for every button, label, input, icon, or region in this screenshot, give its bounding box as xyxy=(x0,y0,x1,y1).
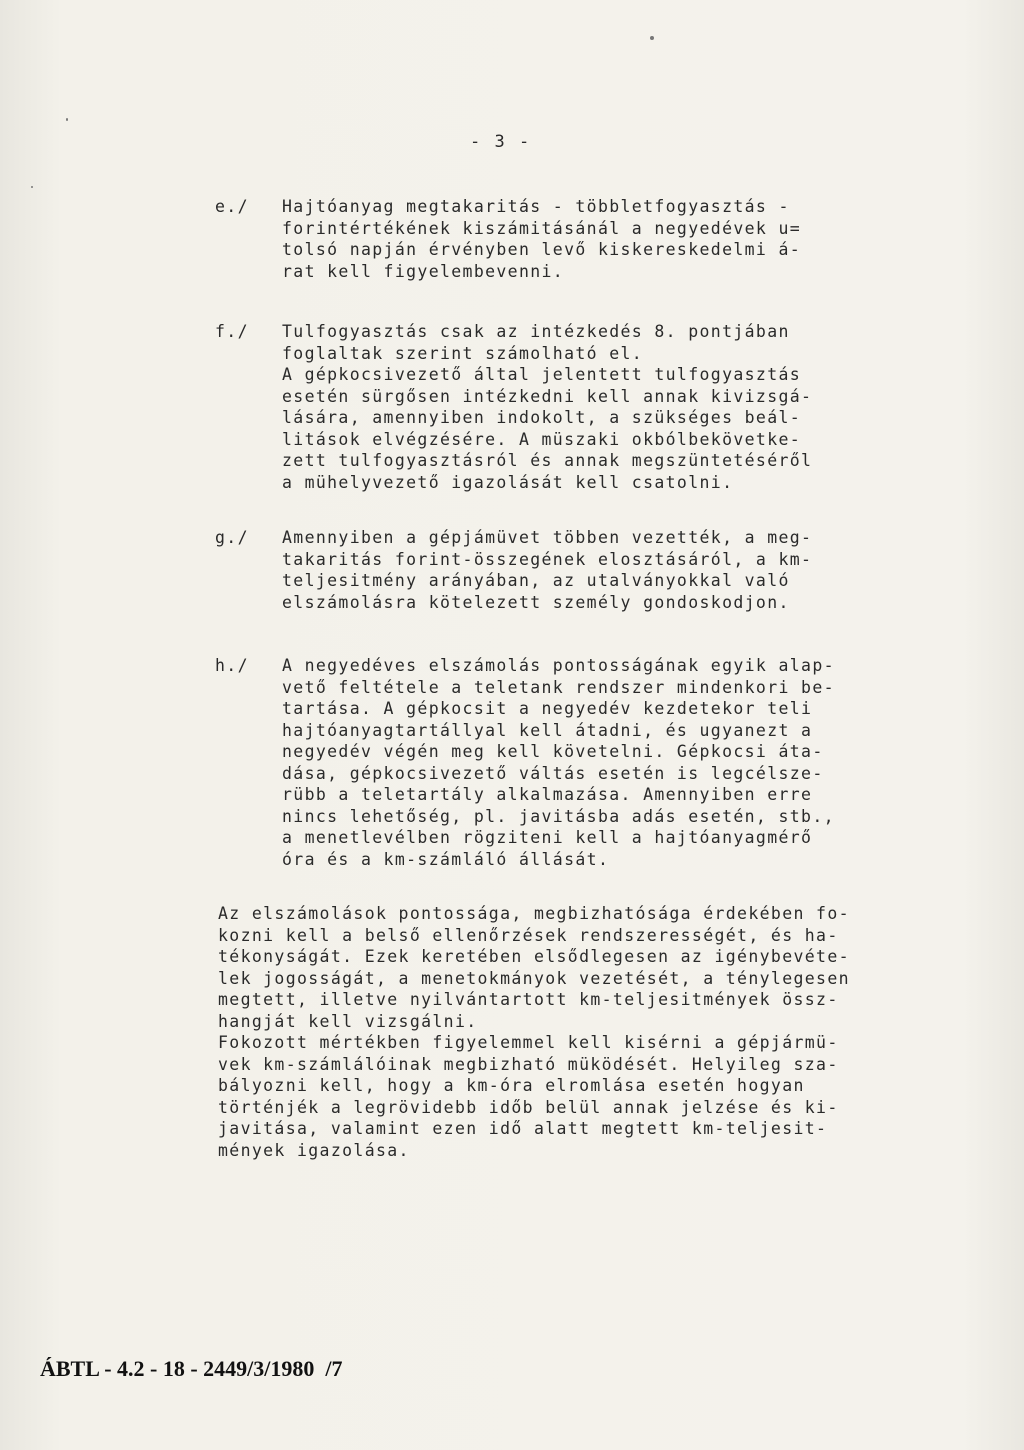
speck xyxy=(650,36,654,40)
text-line: a menetlevélben rögziteni kell a hajtóanyagmérő xyxy=(282,828,813,847)
text-line: vek km-számlálóinak megbizható müködését. Helyileg sza- xyxy=(218,1054,839,1074)
text-line: nincs lehetőség, pl. javitásba adás esetén, stb., xyxy=(282,806,835,826)
text-line: litások elvégzésére. A müszaki okbólbekövetke- xyxy=(282,429,802,449)
text-line: Amennyiben a gépjámüvet többen vezették, a meg- xyxy=(282,528,813,547)
text-line: tolsó napján érvényben levő kiskereskedelmi á- xyxy=(282,240,802,259)
text-line: zett tulfogyasztásról és annak megszüntetéséről xyxy=(282,451,813,470)
text-line: dása, gépkocsivezető váltás esetén is legcélsze- xyxy=(282,763,824,783)
item-marker: h./ xyxy=(215,656,249,675)
text-line: a mühelyvezető igazolását kell csatolni. xyxy=(282,472,734,492)
text-line: vető feltétele a teletank rendszer mindenkori be- xyxy=(282,677,835,697)
text-line: foglaltak szerint számolható el. xyxy=(282,343,644,363)
closing-paragraph xyxy=(218,903,938,1161)
text-line: mények igazolása. xyxy=(218,1140,410,1160)
text-line: kozni kell a belső ellenőrzések rendszerességét, és ha- xyxy=(218,925,839,945)
text-line: rat kell figyelembevenni. xyxy=(282,261,565,281)
text-line: A gépkocsivezető által jelentett tulfogyasztás xyxy=(282,365,802,384)
item-marker: f./ xyxy=(215,322,249,341)
text-line: negyedév végén meg kell követelni. Gépkocsi áta- xyxy=(282,742,824,761)
item-marker: g./ xyxy=(215,528,249,547)
text-line: bályozni kell, hogy a km-óra elromlása esetén hogyan xyxy=(218,1076,805,1095)
text-line: tartása. A gépkocsit a negyedév kezdetekor teli xyxy=(282,699,813,718)
text-line: Fokozott mértékben figyelemmel kell kisérni a gépjármü- xyxy=(218,1033,839,1052)
text-line: teljesitmény arányában, az utalványokkal való xyxy=(282,571,790,590)
text-line: történjék a legrövidebb időb belül annak jelzése és ki- xyxy=(218,1097,839,1117)
text-line: javitása, valamint ezen idő alatt megtett km-teljesit- xyxy=(218,1119,828,1138)
text-line: esetén sürgősen intézkedni kell annak kivizsgá- xyxy=(282,386,813,406)
text-line: rübb a teletartály alkalmazása. Amennyiben erre xyxy=(282,785,813,804)
archive-reference-footer: ÁBTL - 4.2 - 18 - 2449/3/1980 /7 xyxy=(40,1356,343,1381)
text-line: tékonyságát. Ezek keretében elsődlegesen az igénybevéte- xyxy=(218,947,850,966)
speck xyxy=(66,118,68,121)
item-marker: e./ xyxy=(215,197,249,216)
text-line: Tulfogyasztás csak az intézkedés 8. pontjában xyxy=(282,322,790,341)
text-line: megtett, illetve nyilvántartott km-teljesitmények össz- xyxy=(218,990,839,1009)
text-line: óra és a km-számláló állását. xyxy=(282,849,610,869)
text-line: lására, amennyiben indokolt, a szükséges beál- xyxy=(282,408,802,427)
text-line: A negyedéves elszámolás pontosságának egyik alap- xyxy=(282,656,835,675)
text-line: hajtóanyagtartállyal kell átadni, és ugyanezt a xyxy=(282,720,813,740)
text-line: hangját kell vizsgálni. xyxy=(218,1011,478,1031)
text-line: elszámolásra kötelezett személy gondoskodjon. xyxy=(282,592,790,612)
speck xyxy=(31,186,33,188)
text-line: lek jogosságát, a menetokmányok vezetését, a ténylegesen xyxy=(218,968,850,988)
text-line: takaritás forint-összegének elosztásáról, a km- xyxy=(282,549,813,569)
text-line: forintértékének kiszámitásánál a negyedévek u= xyxy=(282,218,802,238)
text-line: Az elszámolások pontossága, megbizhatósága érdekében fo- xyxy=(218,904,850,923)
page-number: - 3 - xyxy=(470,132,532,152)
text-line: Hajtóanyag megtakaritás - többletfogyasztás - xyxy=(282,197,790,216)
